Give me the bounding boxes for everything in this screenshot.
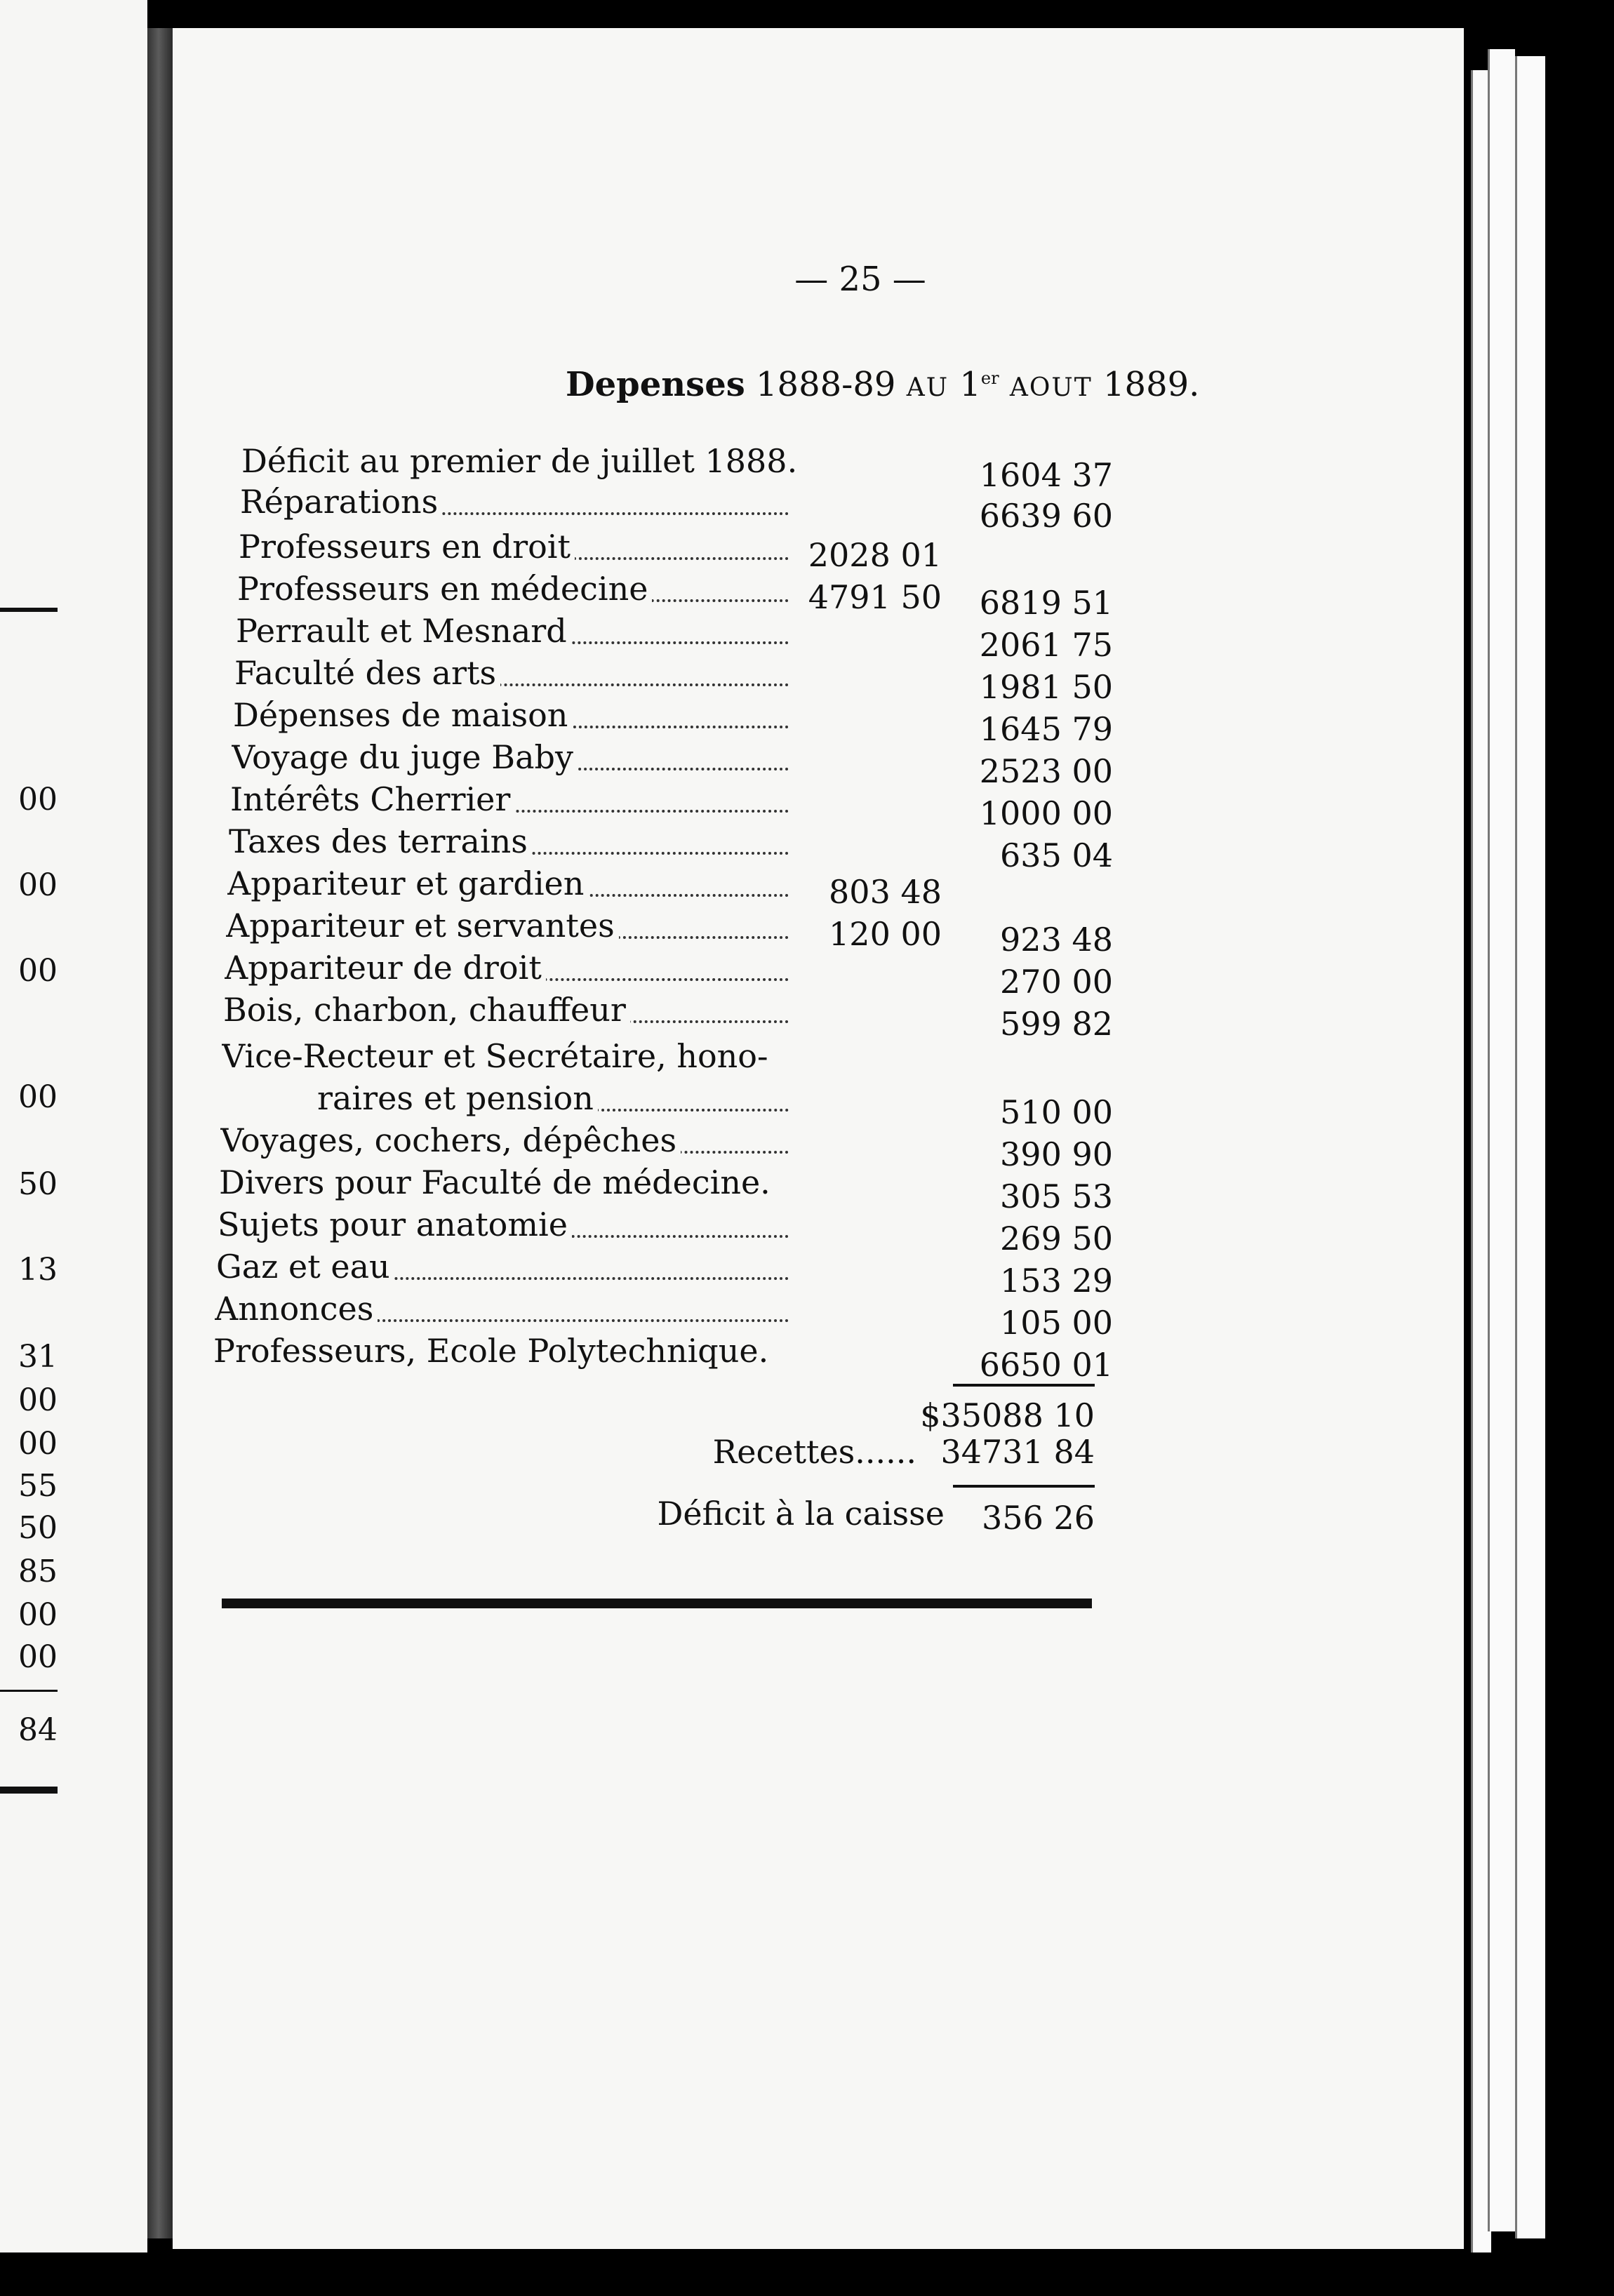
row-label: Sujets pour anatomie [218, 1206, 789, 1243]
table-row [173, 1206, 1366, 1257]
table-row [173, 780, 1366, 832]
table-row [173, 483, 1366, 535]
row-total: 1645 79 [979, 710, 1113, 748]
row-label: Vice-Recteur et Secrétaire, hono- [222, 1037, 853, 1075]
row-label: raires et pension [317, 1079, 789, 1117]
left-page-number: 55 [18, 1468, 58, 1504]
left-rule-top [0, 608, 58, 612]
deficit-amount: 356 26 [982, 1499, 1095, 1537]
table-row [173, 1121, 1366, 1173]
row-label: Dépenses de maison [233, 696, 789, 734]
total-rule [953, 1384, 1095, 1387]
page-edge-3 [1515, 56, 1545, 2238]
row-label: Professeurs en médecine [237, 570, 789, 608]
table-row [173, 612, 1366, 664]
row-total: 2061 75 [979, 626, 1113, 664]
left-page-number: 13 [18, 1252, 58, 1288]
row-label: Appariteur et gardien [227, 865, 789, 902]
closing-rule [222, 1598, 1092, 1608]
table-row [173, 991, 1366, 1043]
row-total: 6819 51 [979, 584, 1113, 622]
summary-total: $35088 10 [920, 1396, 1095, 1434]
book-spine [147, 28, 173, 2238]
row-total: 1981 50 [979, 668, 1113, 706]
table-row [173, 738, 1366, 790]
row-label: Réparations [240, 483, 789, 521]
title-depenses: Depenses [566, 365, 745, 404]
row-total: 269 50 [1000, 1220, 1113, 1257]
row-total: 105 00 [1000, 1304, 1113, 1342]
left-page-number: 00 [18, 1639, 58, 1675]
row-total: 1000 00 [979, 794, 1113, 832]
row-total: 6639 60 [979, 497, 1113, 535]
row-total: 2523 00 [979, 752, 1113, 790]
page [173, 28, 1464, 2249]
left-page-number: 00 [18, 1597, 58, 1633]
left-page-number: 50 [18, 1166, 58, 1202]
row-label: Déficit au premier de juillet 1888. [241, 442, 873, 480]
row-total: 635 04 [1000, 836, 1113, 874]
recettes-amount: 34731 84 [940, 1433, 1095, 1471]
table-row [173, 822, 1366, 874]
deficit-label: Déficit à la caisse [657, 1495, 945, 1533]
row-label: Appariteur et servantes [226, 907, 789, 945]
page-title [566, 365, 1239, 404]
left-page-number: 00 [18, 782, 58, 817]
row-label: Faculté des arts [234, 654, 789, 692]
row-label: Gaz et eau [216, 1248, 789, 1286]
row-subamount: 2028 01 [808, 536, 942, 574]
row-label: Voyages, cochers, dépêches [220, 1121, 789, 1159]
table-row [173, 907, 1366, 959]
row-total: 1604 37 [979, 456, 1113, 494]
title-year: 1889. [1102, 365, 1200, 404]
table-row [173, 1079, 1366, 1131]
left-rule-total [0, 1690, 58, 1692]
row-total: 599 82 [1000, 1005, 1113, 1043]
row-total: 6650 01 [979, 1346, 1113, 1384]
left-page-number: 00 [18, 867, 58, 903]
page-number: — 25 — [794, 260, 926, 299]
left-page-number: 31 [18, 1339, 58, 1375]
row-label: Taxes des terrains [229, 822, 789, 860]
title-years: 1888-89 [756, 365, 896, 404]
row-subamount: 4791 50 [808, 578, 942, 616]
table-row [173, 442, 1366, 494]
left-page-number: 00 [18, 953, 58, 989]
row-label: Bois, charbon, chauffeur [223, 991, 789, 1029]
page-edge-2 [1488, 49, 1515, 2231]
row-total: 510 00 [1000, 1093, 1113, 1131]
recettes-label: Recettes...... [712, 1433, 916, 1471]
table-row [173, 1163, 1366, 1215]
row-total: 305 53 [1000, 1177, 1113, 1215]
table-row [173, 528, 1366, 574]
title-day: 1er [959, 365, 999, 404]
row-total: 390 90 [1000, 1135, 1113, 1173]
table-row [173, 1248, 1366, 1300]
title-month: AOUT [1009, 373, 1093, 402]
table-row [173, 865, 1366, 911]
left-page-number: 85 [18, 1554, 58, 1589]
row-label: Appariteur de droit [225, 949, 789, 987]
row-label: Intérêts Cherrier [230, 780, 789, 818]
left-page-fragment [0, 0, 147, 2252]
table-row [173, 1037, 1366, 1079]
title-au: AU [906, 373, 949, 402]
left-page-number: 84 [18, 1712, 58, 1748]
row-total: 153 29 [1000, 1262, 1113, 1300]
row-total: 270 00 [1000, 963, 1113, 1001]
left-rule-bottom [0, 1787, 58, 1794]
table-row [173, 1290, 1366, 1342]
deficit-rule [953, 1485, 1095, 1488]
table-row [173, 570, 1366, 622]
row-label: Perrault et Mesnard [236, 612, 789, 650]
left-page-number: 00 [18, 1426, 58, 1462]
table-row [173, 949, 1366, 1001]
row-label: Annonces [215, 1290, 789, 1328]
row-subamount: 803 48 [829, 873, 942, 911]
row-label: Divers pour Faculté de médecine. [219, 1163, 851, 1201]
left-page-number: 00 [18, 1079, 58, 1115]
table-row [173, 654, 1366, 706]
row-label: Professeurs en droit [239, 528, 789, 566]
row-label: Voyage du juge Baby [232, 738, 789, 776]
row-subamount: 120 00 [829, 915, 942, 953]
row-total: 923 48 [1000, 921, 1113, 959]
table-row [173, 696, 1366, 748]
left-page-number: 00 [18, 1382, 58, 1418]
left-page-number: 50 [18, 1510, 58, 1546]
row-label: Professeurs, Ecole Polytechnique. [213, 1332, 845, 1370]
table-row [173, 1332, 1366, 1384]
